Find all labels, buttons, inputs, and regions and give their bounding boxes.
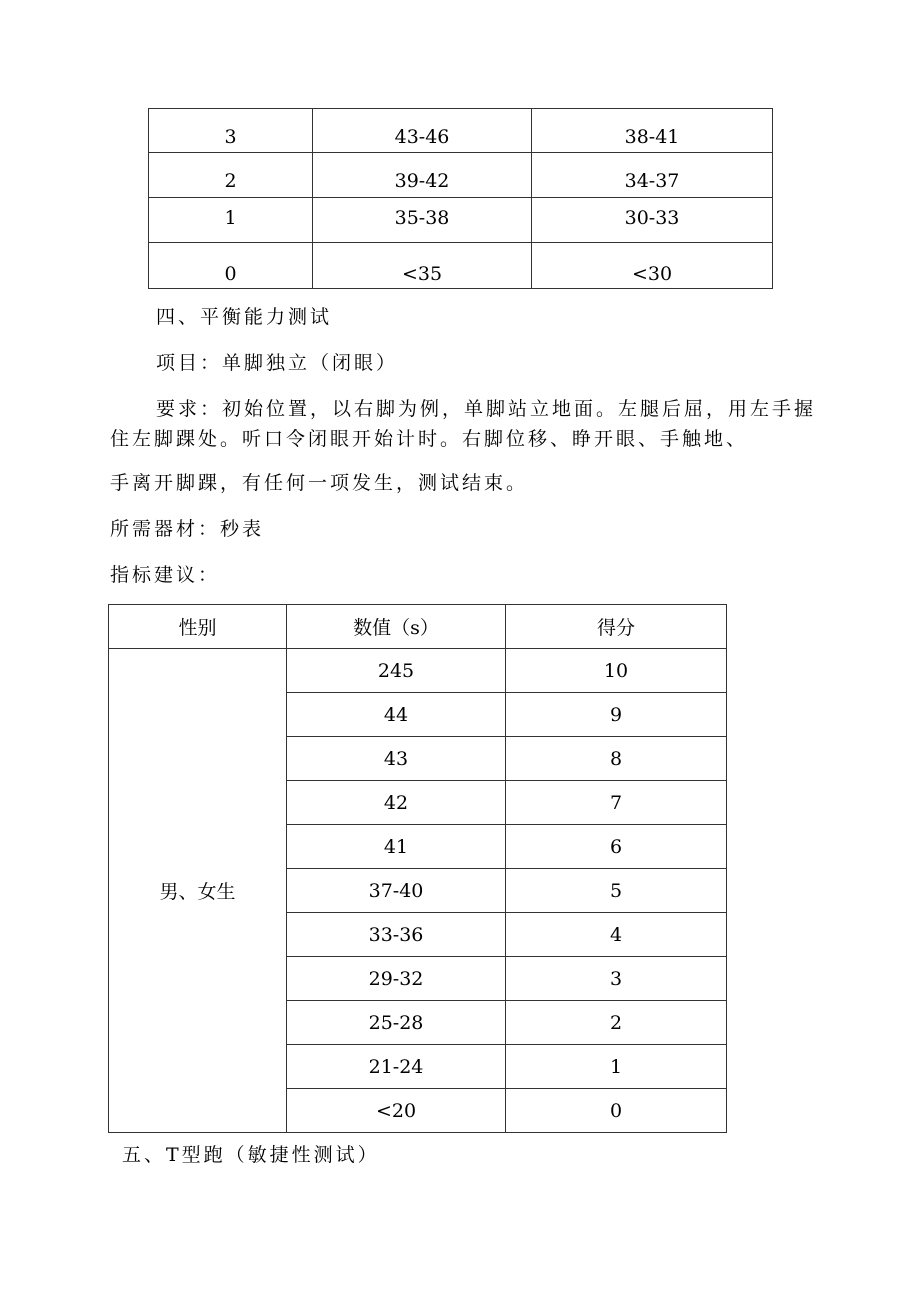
table-cell: 3: [506, 957, 727, 1001]
table-cell: 6: [506, 825, 727, 869]
table-row: [149, 109, 773, 153]
table-cell: 10: [506, 649, 727, 693]
table-cell: 2: [149, 153, 313, 198]
table-cell: 33-36: [287, 913, 506, 957]
score-table-2: [108, 604, 727, 1133]
table-cell: 5: [506, 869, 727, 913]
table-cell: 34-37: [532, 153, 773, 198]
requirement-line-3: 手离开脚踝，有任何一项发生，测试结束。: [110, 472, 529, 494]
table-cell: 21-24: [287, 1045, 506, 1089]
table-row: [149, 198, 773, 243]
table-row: [149, 153, 773, 198]
table-cell: 44: [287, 693, 506, 737]
header-gender: 性别: [109, 605, 287, 649]
header-value: 数值（s）: [287, 605, 506, 649]
table-cell: 35-38: [313, 198, 532, 243]
table-cell: 0: [506, 1089, 727, 1133]
section-5-heading: 五、T型跑（敏捷性测试）: [122, 1144, 380, 1166]
table-header-row: [109, 605, 727, 649]
requirement-line-1: 要求：初始位置，以右脚为例，单脚站立地面。左腿后屈，用左手握: [156, 398, 817, 420]
table-cell: 245: [287, 649, 506, 693]
section-4-heading: 四、平衡能力测试: [156, 306, 333, 328]
table-cell: 39-42: [313, 153, 532, 198]
indicator-label: 指标建议：: [110, 564, 221, 586]
test-item: 项目：单脚独立（闭眼）: [156, 352, 399, 374]
header-score: 得分: [506, 605, 727, 649]
table-cell: 43-46: [313, 109, 532, 153]
table-cell: 8: [506, 737, 727, 781]
table-cell: 41: [287, 825, 506, 869]
table-cell: 3: [149, 109, 313, 153]
table-cell: 2: [506, 1001, 727, 1045]
table-cell: 30-33: [532, 198, 773, 243]
table-cell: <35: [313, 243, 532, 289]
table-cell: 43: [287, 737, 506, 781]
table-cell: 9: [506, 693, 727, 737]
gender-cell: 男、女生: [109, 649, 287, 1133]
table-cell: 1: [149, 198, 313, 243]
table-cell: 4: [506, 913, 727, 957]
requirement-line-2: 住左脚踝处。听口令闭眼开始计时。右脚位移、睁开眼、手触地、: [110, 428, 749, 450]
table-row: [149, 243, 773, 289]
table-cell: 29-32: [287, 957, 506, 1001]
equipment-text: 所需器材：秒表: [110, 518, 265, 540]
table-cell: <30: [532, 243, 773, 289]
table-cell: 37-40: [287, 869, 506, 913]
table-row: [109, 649, 727, 693]
table-cell: 25-28: [287, 1001, 506, 1045]
table-cell: 38-41: [532, 109, 773, 153]
table-cell: 1: [506, 1045, 727, 1089]
table-cell: 7: [506, 781, 727, 825]
table-cell: 42: [287, 781, 506, 825]
table-cell: <20: [287, 1089, 506, 1133]
table-cell: 0: [149, 243, 313, 289]
score-table-1: [148, 108, 773, 289]
